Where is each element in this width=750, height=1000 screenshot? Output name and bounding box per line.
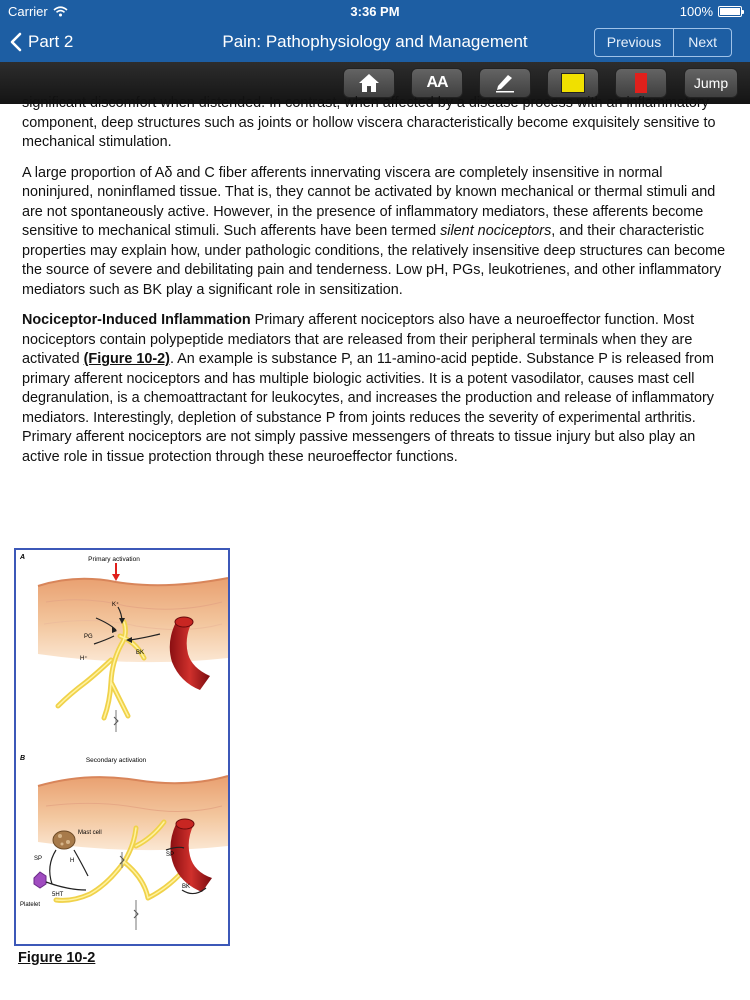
status-time: 3:36 PM: [350, 4, 400, 19]
chapter-content: [0, 95, 750, 1000]
chapter-text: [22, 94, 728, 478]
carrier-label: Carrier: [8, 4, 48, 19]
label-bk: BK: [136, 650, 145, 656]
label-5ht: 5HT: [52, 892, 64, 898]
battery-fill: [720, 8, 740, 15]
previous-button[interactable]: Previous: [606, 34, 662, 50]
figure-caption-link[interactable]: Figure 10-2: [18, 950, 96, 966]
paragraph-3-text-end: . An example is substance P, an 11-amino-acid peptide. Substance P is released from primary afferent nociceptors and has multiple biologic activities. It is a potent vasodilator, causes mast cell degranulation, is a chemoattractant for leukocytes, and increases the production and release of inflammatory mediators. Interestingly, depletion of substance P from joints reduces the severity of experimental arthritis. Primary afferent nociceptors are not simply passive messengers of threats to tissue injury but also play an active role in tissue protection through these neuroeffector functions.: [22, 351, 714, 465]
panel-a-letter: A: [20, 554, 26, 561]
next-button[interactable]: Next: [673, 29, 731, 56]
label-mast-cell: Mast cell: [78, 830, 102, 836]
prev-next-segment: [594, 28, 732, 57]
label-sp-left: SP: [34, 856, 43, 862]
panel-b-letter: B: [20, 755, 26, 762]
label-k: K⁺: [112, 602, 120, 608]
font-size-label: AA: [426, 74, 448, 91]
home-icon: [358, 73, 380, 93]
paragraph-2-text-end: , and their characteristic properties may explain how, under pathologic conditions, the relatively insensitive deep structures can become the source of severe and debilitating pain and tenderness. Low pH, PGs, leukotrienes, and other inflammatory mediators such as BK play a significant role in sensitization.: [22, 223, 726, 298]
status-right: [680, 4, 742, 19]
paragraph-3-text: Primary afferent nociceptors also have a neuroeffector function. Most nociceptors contain polypeptide mediators that are released from their peripheral terminals when they are activated: [22, 312, 695, 367]
paragraph-1: significant discomfort when distended. In contrast, when affected by a disease process with an inflammatory component, deep structures such as joints or hollow viscera characteristically become exquisitely sensitive to mechanical stimulation.: [22, 95, 716, 150]
bookmark-icon: [635, 73, 647, 93]
pencil-icon: [494, 73, 516, 93]
figure-illustration: [16, 550, 228, 944]
label-bk-b: BK: [182, 884, 191, 890]
panel-b-title: Secondary activation: [85, 757, 147, 764]
figure-link[interactable]: (Figure 10-2): [83, 351, 170, 367]
label-platelet: Platelet: [20, 902, 41, 908]
silent-nociceptors-term: silent nociceptors: [440, 223, 552, 239]
paragraph-2-text: A large proportion of Aδ and C fiber afferents innervating viscera are completely insensitive in normal noninjured, noninflamed tissue. That is, they cannot be activated by known mechanical or thermal stimuli and are not spontaneously active. However, in the presence of inflammatory mediators, these afferents become sensitive to mechanical stimuli. Such afferents have been termed: [22, 164, 716, 239]
section-heading: Nociceptor-Induced Inflammation: [22, 312, 251, 328]
battery-percent: 100%: [679, 4, 713, 19]
back-label: Part 2: [28, 32, 74, 51]
label-h-b: H: [70, 858, 75, 864]
label-sp-right: SP: [166, 852, 175, 858]
page-title: Pain: Pathophysiology and Management: [222, 32, 528, 51]
status-bar: [0, 0, 750, 22]
jump-button[interactable]: Jump: [684, 68, 738, 98]
battery-icon: [718, 6, 742, 17]
highlighter-icon: [561, 73, 585, 93]
panel-a-title: Primary activation: [88, 556, 140, 563]
paragraph-2: [22, 164, 728, 301]
paragraph-3: [22, 311, 728, 467]
back-button[interactable]: [10, 22, 73, 62]
label-h: H⁺: [80, 656, 88, 662]
figure-10-2[interactable]: [14, 548, 230, 946]
chevron-left-icon: [10, 32, 22, 52]
navigation-bar: [0, 22, 750, 62]
label-pg: PG: [84, 634, 93, 640]
